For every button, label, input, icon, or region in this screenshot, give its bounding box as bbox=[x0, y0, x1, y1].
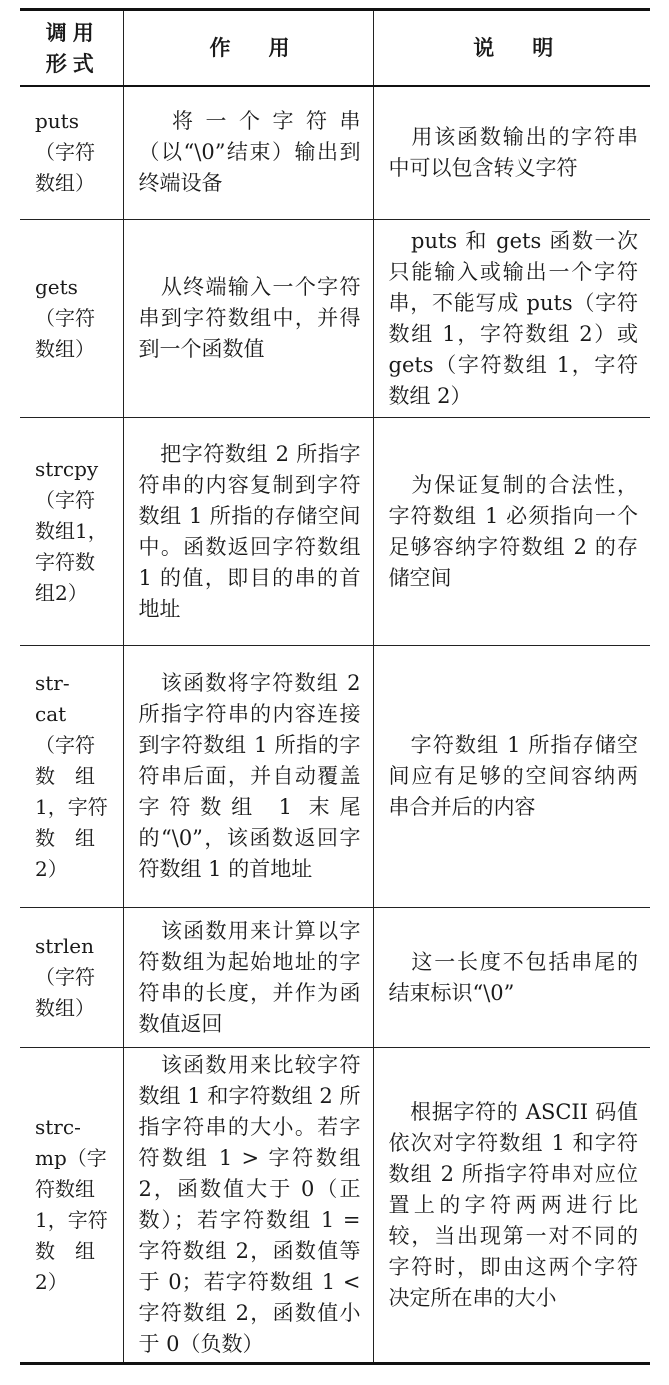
note-cell: puts 和 gets 函数一次只能输入或输出一个字符串，不能写成 puts（字符数组 1，字符数组 2）或 gets（字符数组 1，字符数组 2） bbox=[373, 220, 650, 418]
call-form-cell: str- cat （字符 数 组 1，字符 数 组 2） bbox=[20, 646, 123, 908]
purpose-cell: 该函数用来计算以字符数组为起始地址的字符串的长度，并作为函数值返回 bbox=[123, 908, 373, 1048]
note-cell: 根据字符的 ASCII 码值依次对字符数组 1 和字符数组 2 所指字符串对应位置上的字符两两进行比较，当出现第一对不同的字符时，即由这两个字符决定所在串的大小 bbox=[373, 1048, 650, 1364]
header-purpose: 作用 bbox=[123, 10, 373, 86]
table-row-strcat bbox=[20, 646, 650, 908]
header-call-form: 调用 形式 bbox=[20, 10, 123, 86]
string-function-table bbox=[20, 8, 650, 1365]
table-row-strcmp bbox=[20, 1048, 650, 1364]
table-header-row bbox=[20, 10, 650, 86]
purpose-cell: 从终端输入一个字符串到字符数组中，并得到一个函数值 bbox=[123, 220, 373, 418]
purpose-cell: 把字符数组 2 所指字符串的内容复制到字符数组 1 所指的存储空间中。函数返回字符数组 1 的值，即目的串的首地址 bbox=[123, 418, 373, 646]
call-form-cell: strlen （字符 数组） bbox=[20, 908, 123, 1048]
purpose-cell: 将一个字符串（以“\0”结束）输出到终端设备 bbox=[123, 86, 373, 220]
note-cell: 字符数组 1 所指存储空间应有足够的空间容纳两串合并后的内容 bbox=[373, 646, 650, 908]
header-note: 说明 bbox=[373, 10, 650, 86]
table-row-puts bbox=[20, 86, 650, 220]
call-form-cell: gets （字符 数组） bbox=[20, 220, 123, 418]
call-form-cell: strc- mp（字 符数组 1，字符 数 组 2） bbox=[20, 1048, 123, 1364]
call-form-cell: puts （字符 数组） bbox=[20, 86, 123, 220]
purpose-cell: 该函数将字符数组 2 所指字符串的内容连接到字符数组 1 所指的字符串后面，并自动覆盖字符数组 1 末尾的“\0”，该函数返回字符数组 1 的首地址 bbox=[123, 646, 373, 908]
purpose-cell: 该函数用来比较字符数组 1 和字符数组 2 所指字符串的大小。若字符数组 1 > 字符数组 2，函数值大于 0（正数）；若字符数组 1 = 字符数组 2，函数值等于 0；若字符数组 1 < 字符数组 2，函数值小于 0（负数） bbox=[123, 1048, 373, 1364]
note-cell: 用该函数输出的字符串中可以包含转义字符 bbox=[373, 86, 650, 220]
table-row-strlen bbox=[20, 908, 650, 1048]
table-row-strcpy bbox=[20, 418, 650, 646]
document-page bbox=[20, 8, 650, 1365]
note-cell: 为保证复制的合法性，字符数组 1 必须指向一个足够容纳字符数组 2 的存储空间 bbox=[373, 418, 650, 646]
note-cell: 这一长度不包括串尾的结束标识“\0” bbox=[373, 908, 650, 1048]
call-form-cell: strcpy （字符 数组1， 字符数 组2） bbox=[20, 418, 123, 646]
table-row-gets bbox=[20, 220, 650, 418]
